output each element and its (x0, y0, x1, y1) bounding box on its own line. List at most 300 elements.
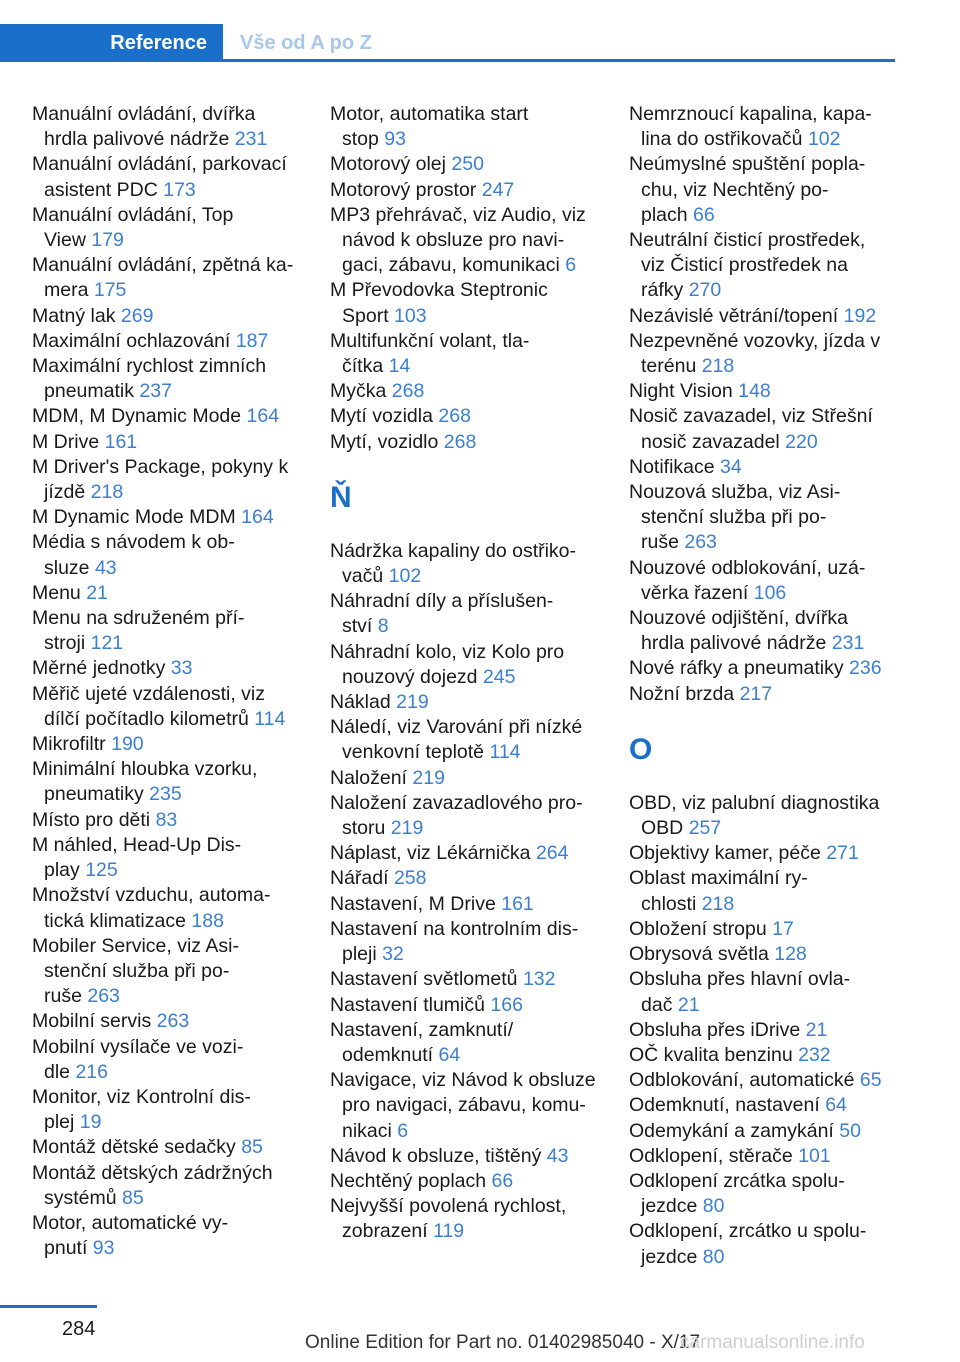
page-link[interactable]: 264 (535, 842, 569, 865)
index-entry-text: Multifunkční volant, tla- (330, 329, 530, 352)
index-entry-text: Nosič zavazadel, viz Střešní (629, 405, 873, 428)
index-entry (330, 1068, 615, 1144)
index-entry (629, 1219, 914, 1269)
index-entry-text: Motorový prostor (330, 178, 477, 201)
index-entry-text: Nastavení, M Drive (330, 892, 496, 915)
page-link[interactable]: 217 (739, 682, 773, 705)
index-entry-text: play (44, 859, 80, 882)
page-link[interactable]: 173 (163, 178, 196, 201)
index-entry (32, 656, 317, 681)
index-entry-text: Mikrofiltr (32, 733, 106, 756)
index-entry (32, 304, 317, 329)
index-entry-text: Nejvyšší povolená rychlost, (330, 1195, 567, 1218)
index-entry-text: Manuální ovládání, dvířka (32, 103, 256, 125)
page-link[interactable]: 102 (388, 565, 422, 588)
index-entry-text: mera (44, 279, 89, 302)
index-entry (32, 152, 317, 202)
page-link[interactable]: 164 (241, 506, 274, 529)
index-entry-text: Naložení (330, 766, 407, 789)
index-entry-text: Náhradní kolo, viz Kolo pro (330, 640, 565, 663)
page-link[interactable]: 83 (155, 808, 178, 831)
index-entry (330, 589, 615, 639)
index-entry (32, 329, 317, 354)
index-entry-text: venkovní teplotě (342, 741, 485, 764)
index-entry (629, 606, 914, 656)
page-link[interactable]: 231 (831, 632, 865, 655)
index-entry-text: M Drive (32, 430, 100, 453)
index-entry-text: Náledí, viz Varování při nízké (330, 716, 583, 739)
page-header (0, 24, 895, 62)
page-link[interactable]: 268 (438, 405, 471, 428)
page-link[interactable]: 19 (79, 1111, 102, 1134)
page-link[interactable]: 6 (565, 254, 577, 277)
index-entry-text: jezdce (641, 1245, 698, 1268)
index-entry-text: Nechtěný poplach (330, 1169, 487, 1192)
index-entry (629, 942, 914, 967)
index-entry-text: Night Vision (629, 380, 733, 403)
page-link[interactable]: 190 (111, 733, 144, 756)
index-entry (330, 203, 615, 279)
page-link[interactable]: 269 (120, 304, 154, 327)
index-entry (629, 556, 914, 606)
index-entry-text: stop (342, 128, 379, 151)
index-entry (32, 354, 317, 404)
index-entry (629, 304, 914, 329)
index-entry-text: pro navigaci, zábavu, komu- (342, 1094, 586, 1117)
index-entry (32, 1135, 317, 1160)
index-entry-text: jezdce (641, 1195, 698, 1218)
index-entry (32, 934, 317, 1010)
index-entry-text: odemknutí (342, 1043, 434, 1066)
page-link[interactable]: 164 (246, 405, 280, 428)
index-entry-text: Nastavení, zamknutí/ (330, 1018, 514, 1041)
index-entry-text: OČ kvalita benzinu (629, 1043, 793, 1066)
page-link[interactable]: 245 (482, 665, 516, 688)
page-link[interactable]: 17 (772, 917, 794, 940)
index-entry-text: MP3 přehrávač, viz Audio, viz (330, 203, 586, 226)
page-link[interactable]: 148 (738, 380, 771, 403)
page-link[interactable]: 43 (546, 1144, 569, 1167)
index-entry (629, 480, 914, 556)
index-entry-text: chlosti (641, 892, 697, 915)
index-entry-text: Obložení stropu (629, 917, 767, 940)
page-link[interactable]: 80 (702, 1195, 725, 1218)
index-entry-text: plej (44, 1111, 75, 1134)
page-link[interactable]: 34 (720, 455, 742, 478)
page-link[interactable]: 235 (149, 783, 182, 806)
index-entry (330, 1144, 615, 1169)
index-entry (629, 329, 914, 379)
index-entry-text: pnutí (44, 1237, 88, 1260)
index-entry-text: Matný lak (32, 304, 116, 327)
index-entry (330, 791, 615, 841)
index-entry-text: pneumatiky (44, 783, 144, 806)
index-entry-text: OBD (641, 817, 684, 840)
page-link[interactable]: 271 (826, 842, 859, 865)
index-entry (32, 430, 317, 455)
index-entry-text: Sport (342, 304, 389, 327)
page-link[interactable]: 14 (388, 355, 411, 378)
index-entry (330, 766, 615, 791)
index-entry (32, 757, 317, 807)
section-letter: Ň (330, 480, 352, 514)
index-entry-text: Obsluha přes hlavní ovla- (629, 968, 851, 991)
page-link[interactable]: 85 (122, 1186, 144, 1209)
index-entry (330, 1169, 615, 1194)
page-link[interactable]: 64 (438, 1043, 461, 1066)
page-link[interactable]: 93 (92, 1237, 115, 1260)
index-entry-text: stroji (44, 632, 86, 655)
index-entry-text: Manuální ovládání, Top (32, 203, 234, 226)
page-link[interactable]: 175 (93, 279, 127, 302)
index-entry (32, 530, 317, 580)
index-entry (32, 883, 317, 933)
index-entry-text: vačů (342, 565, 384, 588)
page-link[interactable]: 161 (501, 892, 534, 915)
index-entry-text: Obsluha přes iDrive (629, 1018, 801, 1041)
page-link[interactable]: 119 (433, 1220, 465, 1243)
page-link[interactable]: 21 (677, 993, 700, 1016)
index-entry (32, 1035, 317, 1085)
page-link[interactable]: 93 (384, 128, 406, 151)
page-link[interactable]: 219 (390, 817, 424, 840)
index-entry-text: Naložení zavazadlového pro- (330, 791, 583, 814)
index-entry (330, 690, 615, 715)
page-link[interactable]: 188 (191, 909, 224, 932)
page-link[interactable]: 247 (481, 178, 515, 201)
index-entry-text: Nové ráfky a pneumatiky (629, 657, 844, 680)
index-entry (330, 329, 615, 379)
index-entry-text: Nastavení světlometů (330, 968, 518, 991)
index-entry (629, 967, 914, 1017)
index-entry-text: dle (44, 1060, 71, 1083)
index-entry-text: Odklopení, stěrače (629, 1144, 793, 1167)
index-entry-text: Nádržka kapaliny do ostřiko- (330, 539, 577, 562)
index-entry (629, 379, 914, 404)
page-link[interactable]: 50 (839, 1119, 861, 1142)
index-entry-text: nikaci (342, 1119, 392, 1142)
index-entry (330, 404, 615, 429)
index-entry (629, 1068, 914, 1093)
index-entry (32, 1211, 317, 1261)
index-entry-text: Obrysová světla (629, 943, 769, 966)
page-link[interactable]: 187 (235, 329, 269, 352)
index-entry-text: Odklopení, zrcátko u spolu- (629, 1220, 867, 1243)
index-entry-text: Motorový olej (330, 153, 446, 176)
index-entry (32, 682, 317, 732)
index-entry-text: Náhradní díly a příslušen- (330, 590, 554, 613)
index-entry-text: návod k obsluze pro navi- (342, 229, 565, 252)
index-entry-text: Minimální hloubka vzorku, (32, 758, 258, 781)
page-link[interactable]: 232 (798, 1043, 831, 1066)
index-entry-text: Manuální ovládání, parkovací (32, 153, 287, 176)
index-entry-text: Nouzové odjištění, dvířka (629, 607, 848, 630)
footer-divider (0, 1305, 97, 1308)
index-entry-text: zobrazení (342, 1220, 428, 1243)
index-entry (330, 278, 615, 328)
index-entry-text: gaci, zábavu, komunikaci (342, 254, 560, 277)
index-entry (629, 228, 914, 304)
page-link[interactable]: 216 (75, 1060, 108, 1083)
index-entry (629, 152, 914, 228)
page-link[interactable]: 125 (85, 859, 118, 882)
page-link[interactable]: 218 (90, 481, 124, 504)
index-entry-text: stenční služba při po- (44, 959, 230, 982)
index-entry-text: terénu (641, 355, 697, 378)
index-entry (32, 606, 317, 656)
index-entry-text: dač (641, 993, 673, 1016)
index-entry-text: Odemknutí, nastavení (629, 1094, 820, 1117)
section-letter: O (629, 732, 653, 766)
index-entry-text: čítka (342, 355, 384, 378)
page-link[interactable]: 32 (382, 943, 404, 966)
index-entry (330, 1194, 615, 1244)
tab-reference[interactable]: Reference (0, 24, 223, 62)
index-entry-text: ruše (641, 531, 679, 554)
index-entry (32, 808, 317, 833)
index-entry-text: M náhled, Head-Up Dis- (32, 833, 242, 856)
index-entry-text: Manuální ovládání, zpětná ka- (32, 254, 294, 277)
page-link[interactable]: 192 (843, 304, 877, 327)
index-entry (629, 917, 914, 942)
index-entry-text: View (44, 229, 86, 252)
page-link[interactable]: 219 (412, 766, 445, 789)
page-link[interactable]: 220 (785, 430, 818, 453)
index-column-3 (629, 102, 914, 1270)
index-entry-text: tická klimatizace (44, 909, 186, 932)
index-entry-text: Mobilní servis (32, 1010, 152, 1033)
index-entry (629, 1169, 914, 1219)
index-entry (629, 1119, 914, 1144)
index-entry (330, 178, 615, 203)
edition-note: Online Edition for Part no. 01402985040 - X/17 (305, 1332, 701, 1353)
index-entry (629, 791, 914, 841)
index-entry (629, 682, 914, 707)
index-entry-text: Motor, automatické vy- (32, 1211, 229, 1234)
index-entry-text: Oblast maximální ry- (629, 867, 808, 890)
page-link[interactable]: 161 (104, 430, 138, 453)
page-link[interactable]: 132 (522, 968, 556, 991)
header-divider (0, 59, 895, 62)
page-link[interactable]: 21 (805, 1018, 828, 1041)
page-link[interactable]: 179 (91, 229, 124, 252)
page-link[interactable]: 263 (684, 531, 717, 554)
index-entry-text: M Dynamic Mode MDM (32, 506, 236, 529)
page-link[interactable]: 8 (377, 615, 389, 638)
index-entry-text: hrdla palivové nádrže (44, 128, 230, 151)
index-entry-text: systémů (44, 1186, 117, 1209)
page-link[interactable]: 33 (170, 657, 193, 680)
index-entry-text: viz Čisticí prostředek na (641, 254, 848, 277)
index-entry-text: Média s návodem k ob- (32, 531, 235, 554)
index-entry (32, 833, 317, 883)
page-link[interactable]: 257 (688, 817, 722, 840)
index-entry (330, 892, 615, 917)
page-link[interactable]: 106 (753, 581, 787, 604)
page-link[interactable]: 66 (693, 203, 715, 226)
index-entry-text: Místo pro děti (32, 808, 151, 831)
page-link[interactable]: 102 (807, 128, 841, 151)
index-entry-text: Měřič ujeté vzdálenosti, viz (32, 682, 266, 705)
index-entry (629, 1144, 914, 1169)
index-entry-text: lina do ostřikovačů (641, 128, 803, 151)
index-entry-text: Odklopení zrcátka spolu- (629, 1169, 845, 1192)
index-entry-text: asistent PDC (44, 178, 158, 201)
index-entry (330, 993, 615, 1018)
index-entry-text: storu (342, 817, 386, 840)
index-entry (629, 1093, 914, 1118)
page-link[interactable]: 236 (849, 657, 882, 680)
index-entry-text: Náplast, viz Lékárnička (330, 842, 531, 865)
index-entry (330, 539, 615, 589)
index-entry-text: Návod k obsluze, tištěný (330, 1144, 542, 1167)
index-entry-text: sluze (44, 556, 90, 579)
page-link[interactable]: 128 (774, 943, 807, 966)
index-entry-text: ráfky (641, 279, 684, 302)
index-entry-text: dílčí počítadlo kilometrů (44, 707, 249, 730)
page-link[interactable]: 268 (443, 430, 477, 453)
index-entry-text: stenční služba při po- (641, 506, 827, 529)
page-link[interactable]: 43 (94, 556, 117, 579)
index-entry-text: Odemykání a zamykání (629, 1119, 834, 1142)
page-link[interactable]: 101 (798, 1144, 831, 1167)
page-link[interactable]: 65 (859, 1069, 882, 1092)
index-entry-text: věrka řazení (641, 581, 749, 604)
index-entry (629, 1043, 914, 1068)
page-link[interactable]: 218 (701, 355, 735, 378)
index-entry (330, 152, 615, 177)
index-entry (330, 379, 615, 404)
index-entry-text: plach (641, 203, 688, 226)
index-entry-text: Měrné jednotky (32, 657, 166, 680)
index-entry (32, 581, 317, 606)
page-link[interactable]: 250 (451, 153, 484, 176)
page-link[interactable]: 114 (489, 741, 521, 764)
index-entry-text: Odblokování, automatické (629, 1069, 855, 1092)
index-entry-text: Mobiler Service, viz Asi- (32, 934, 239, 957)
index-entry-text: pleji (342, 943, 377, 966)
page-link[interactable]: 166 (490, 993, 523, 1016)
index-entry (629, 1018, 914, 1043)
watermark: carmanualsonline.info (680, 1332, 865, 1353)
index-entry (330, 1018, 615, 1068)
index-entry-text: Motor, automatika start (330, 103, 529, 125)
index-entry-text: Mytí vozidla (330, 405, 433, 428)
page-link[interactable]: 219 (396, 691, 429, 714)
index-entry-text: M Driver's Package, pokyny k (32, 455, 289, 478)
index-entry-text: Montáž dětské sedačky (32, 1136, 236, 1159)
index-entry-text: MDM, M Dynamic Mode (32, 405, 242, 428)
index-entry-text: Menu na sdruženém pří- (32, 607, 245, 630)
index-entry (32, 102, 317, 152)
index-entry-text: jízdě (44, 481, 86, 504)
index-entry (629, 841, 914, 866)
index-entry-text: nosič zavazadel (641, 430, 780, 453)
index-entry (32, 1085, 317, 1135)
page-link[interactable]: 268 (391, 380, 425, 403)
index-entry-text: ruše (44, 985, 82, 1008)
page-link[interactable]: 66 (491, 1169, 514, 1192)
index-entry (330, 430, 615, 455)
index-entry-text: Nářadí (330, 867, 389, 890)
index-entry (330, 102, 615, 152)
index-entry-text: Nastavení tlumičů (330, 993, 485, 1016)
page-link[interactable]: 231 (234, 128, 268, 151)
index-entry (32, 455, 317, 505)
index-entry-text: Navigace, viz Návod k obsluze (330, 1069, 596, 1092)
page-link[interactable]: 85 (241, 1136, 263, 1159)
index-entry-text: Myčka (330, 380, 387, 403)
index-entry (32, 732, 317, 757)
index-entry (32, 203, 317, 253)
page-link[interactable]: 114 (254, 707, 286, 730)
index-entry-text: Objektivy kamer, péče (629, 842, 821, 865)
index-entry-text: Neutrální čisticí prostředek, (629, 229, 866, 252)
index-entry (629, 455, 914, 480)
index-entry-text: OBD, viz palubní diagnostika (629, 791, 880, 814)
page-link[interactable]: 270 (688, 279, 722, 302)
page-link[interactable]: 121 (90, 632, 124, 655)
page-link[interactable]: 6 (397, 1119, 409, 1142)
page-link[interactable]: 21 (86, 581, 108, 604)
index-entry (629, 102, 914, 152)
page-link[interactable]: 263 (87, 985, 120, 1008)
index-entry-text: Nezávislé větrání/topení (629, 304, 839, 327)
index-entry-text: pneumatik (44, 380, 134, 403)
page-link[interactable]: 263 (156, 1010, 190, 1033)
tab-a-to-z[interactable]: Vše od A po Z (240, 32, 372, 54)
index-entry (330, 917, 615, 967)
index-entry (32, 404, 317, 429)
index-entry-text: Nožní brzda (629, 682, 735, 705)
page-link[interactable]: 218 (701, 892, 735, 915)
index-entry (629, 866, 914, 916)
index-entry-text: M Převodovka Steptronic (330, 279, 548, 302)
index-entry-text: Maximální ochlazování (32, 329, 231, 352)
page-link[interactable]: 103 (394, 304, 427, 327)
index-entry (32, 1009, 317, 1034)
index-entry-text: Mytí, vozidlo (330, 430, 439, 453)
index-entry-text: Nemrznoucí kapalina, kapa- (629, 103, 872, 125)
index-entry-text: Mobilní vysílače ve vozi- (32, 1035, 244, 1058)
page-link[interactable]: 258 (393, 867, 427, 890)
index-entry-text: Neúmyslné spuštění popla- (629, 153, 866, 176)
page-link[interactable]: 80 (702, 1245, 725, 1268)
index-entry-text: Menu (32, 581, 81, 604)
index-entry-text: Nouzové odblokování, uzá- (629, 556, 866, 579)
page-link[interactable]: 64 (825, 1094, 847, 1117)
index-entry (32, 505, 317, 530)
index-entry-text: chu, viz Nechtěný po- (641, 178, 829, 201)
index-entry (629, 404, 914, 454)
index-entry-text: ství (342, 615, 373, 638)
index-entry (32, 253, 317, 303)
index-entry-text: nouzový dojezd (342, 665, 478, 688)
page-link[interactable]: 237 (139, 380, 172, 403)
index-entry-text: Množství vzduchu, automa- (32, 884, 271, 907)
index-entry (330, 866, 615, 891)
index-entry (330, 715, 615, 765)
page-number: 284 (62, 1318, 96, 1340)
index-entry-text: hrdla palivové nádrže (641, 632, 827, 655)
index-entry (330, 841, 615, 866)
index-entry-text: Náklad (330, 691, 391, 714)
index-entry-text: Montáž dětských zádržných (32, 1161, 273, 1184)
index-entry (330, 640, 615, 690)
index-entry-text: Nastavení na kontrolním dis- (330, 917, 579, 940)
index-entry-text: Notifikace (629, 455, 715, 478)
index-column-2 (330, 102, 615, 1245)
